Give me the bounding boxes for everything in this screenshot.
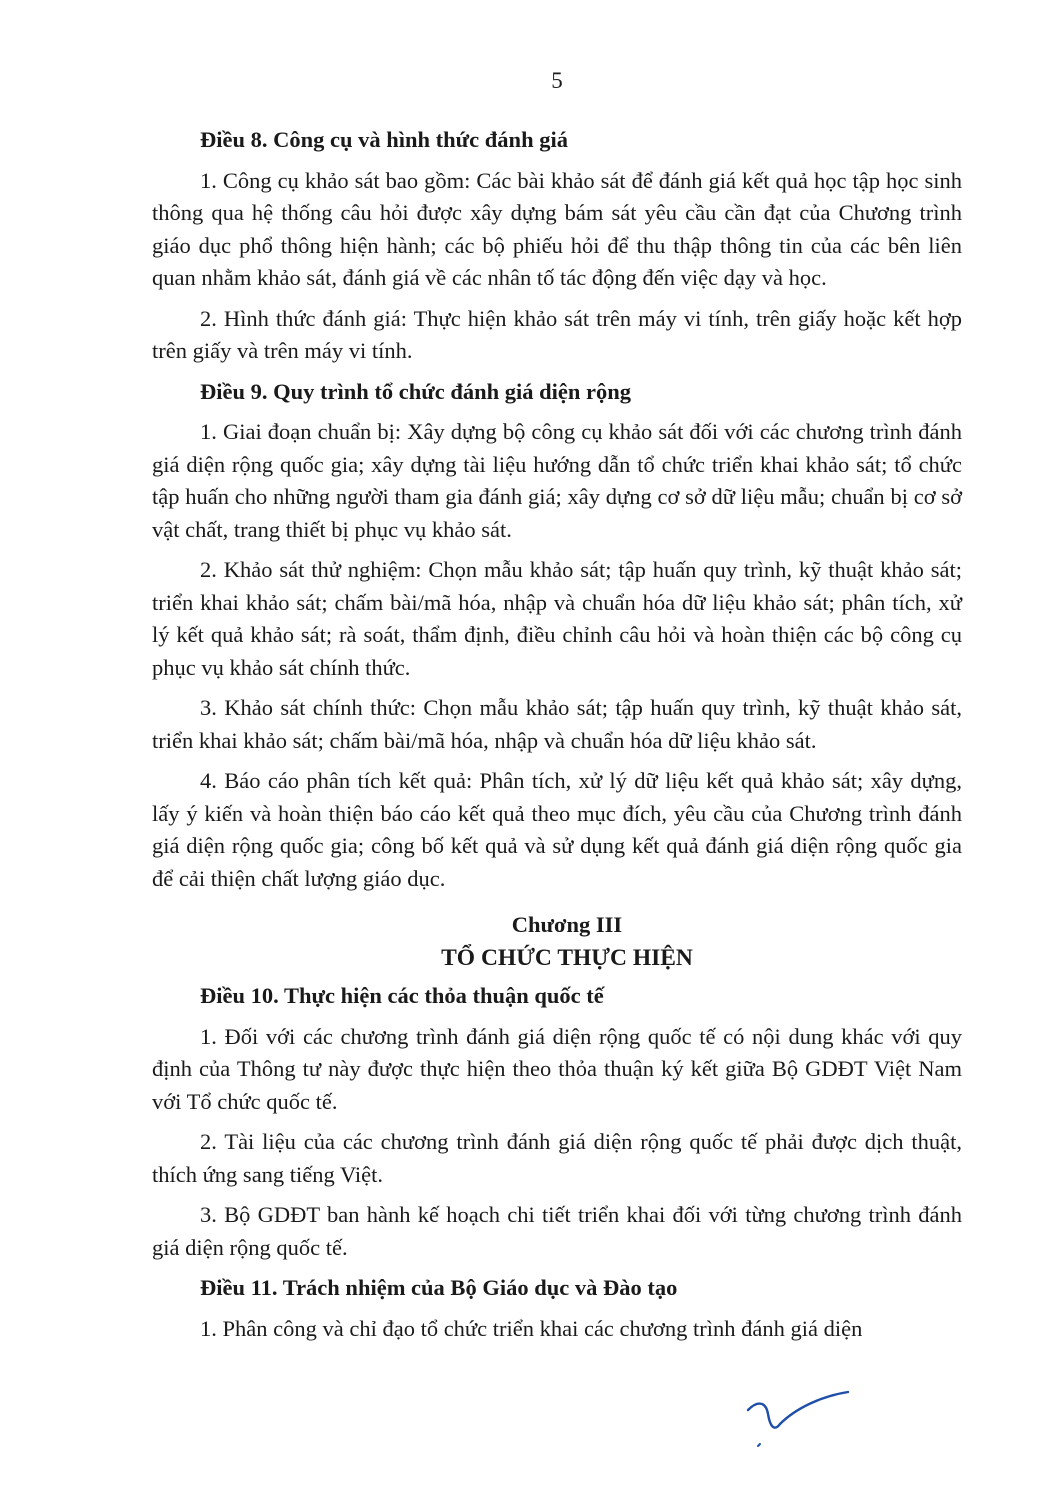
article-10-paragraph-2: 2. Tài liệu của các chương trình đánh giá diện rộng quốc tế phải được dịch thuật, thích ứng sang tiếng Việt. xyxy=(152,1129,962,1187)
article-11-heading: Điều 11. Trách nhiệm của Bộ Giáo dục và Đào tạo xyxy=(200,1275,678,1300)
article-10-heading: Điều 10. Thực hiện các thỏa thuận quốc tế xyxy=(200,983,604,1008)
document-body xyxy=(152,124,962,1353)
article-10-paragraph-1: 1. Đối với các chương trình đánh giá diện rộng quốc tế có nội dung khác với quy định của Thông tư này được thực hiện theo thỏa thuận ký kết giữa Bộ GDĐT Việt Nam với Tổ chức quốc tế. xyxy=(152,1023,962,1114)
page-number: 5 xyxy=(551,68,563,93)
article-8-heading: Điều 8. Công cụ và hình thức đánh giá xyxy=(200,127,568,152)
article-9-paragraph-4: 4. Báo cáo phân tích kết quả: Phân tích, xử lý dữ liệu kết quả khảo sát; xây dựng, lấy ý kiến và hoàn thiện báo cáo kết quả theo mục đích, yêu cầu của Chương trình đánh giá diện rộng quốc gia; công bố kết quả và sử dụng kết quả đánh giá diện rộng quốc gia để cải thiện chất lượng giáo dục. xyxy=(152,768,962,891)
article-8-paragraph-1: 1. Công cụ khảo sát bao gồm: Các bài khảo sát để đánh giá kết quả học tập học sinh thông qua hệ thống câu hỏi được xây dựng bám sát yêu cầu cần đạt của Chương trình giáo dục phổ thông hiện hành; các bộ phiếu hỏi để thu thập thông tin của các bên liên quan nhằm khảo sát, đánh giá về các nhân tố tác động đến việc dạy và học. xyxy=(152,167,962,290)
article-9-paragraph-1: 1. Giai đoạn chuẩn bị: Xây dựng bộ công cụ khảo sát đối với các chương trình đánh giá diện rộng quốc gia; xây dựng tài liệu hướng dẫn tổ chức triển khai khảo sát; tổ chức tập huấn cho những người tham gia đánh giá; xây dựng cơ sở dữ liệu mẫu; chuẩn bị cơ sở vật chất, trang thiết bị phục vụ khảo sát. xyxy=(152,419,962,542)
article-9-heading: Điều 9. Quy trình tổ chức đánh giá diện rộng xyxy=(200,378,632,404)
article-11-paragraph-1: 1. Phân công và chỉ đạo tổ chức triển khai các chương trình đánh giá diện xyxy=(200,1315,863,1341)
article-9-paragraph-3: 3. Khảo sát chính thức: Chọn mẫu khảo sát; tập huấn quy trình, kỹ thuật khảo sát, triển khai khảo sát; chấm bài/mã hóa, nhập và chuẩn hóa dữ liệu khảo sát. xyxy=(152,695,962,753)
initial-signature-mark xyxy=(744,1390,854,1450)
chapter-title: TỔ CHỨC THỰC HIỆN xyxy=(441,944,693,971)
article-10-paragraph-3: 3. Bộ GDĐT ban hành kế hoạch chi tiết triển khai đối với từng chương trình đánh giá diện rộng quốc tế. xyxy=(152,1202,962,1260)
article-9-paragraph-2: 2. Khảo sát thử nghiệm: Chọn mẫu khảo sát; tập huấn quy trình, kỹ thuật khảo sát; triển khai khảo sát; chấm bài/mã hóa, nhập và chuẩn hóa dữ liệu khảo sát; phân tích, xử lý kết quả khảo sát; rà soát, thẩm định, điều chỉnh câu hỏi và hoàn thiện các bộ công cụ phục vụ khảo sát chính thức. xyxy=(152,557,962,680)
article-8-paragraph-2: 2. Hình thức đánh giá: Thực hiện khảo sát trên máy vi tính, trên giấy hoặc kết hợp trên giấy và trên máy vi tính. xyxy=(152,305,962,363)
chapter-label: Chương III xyxy=(511,912,623,937)
